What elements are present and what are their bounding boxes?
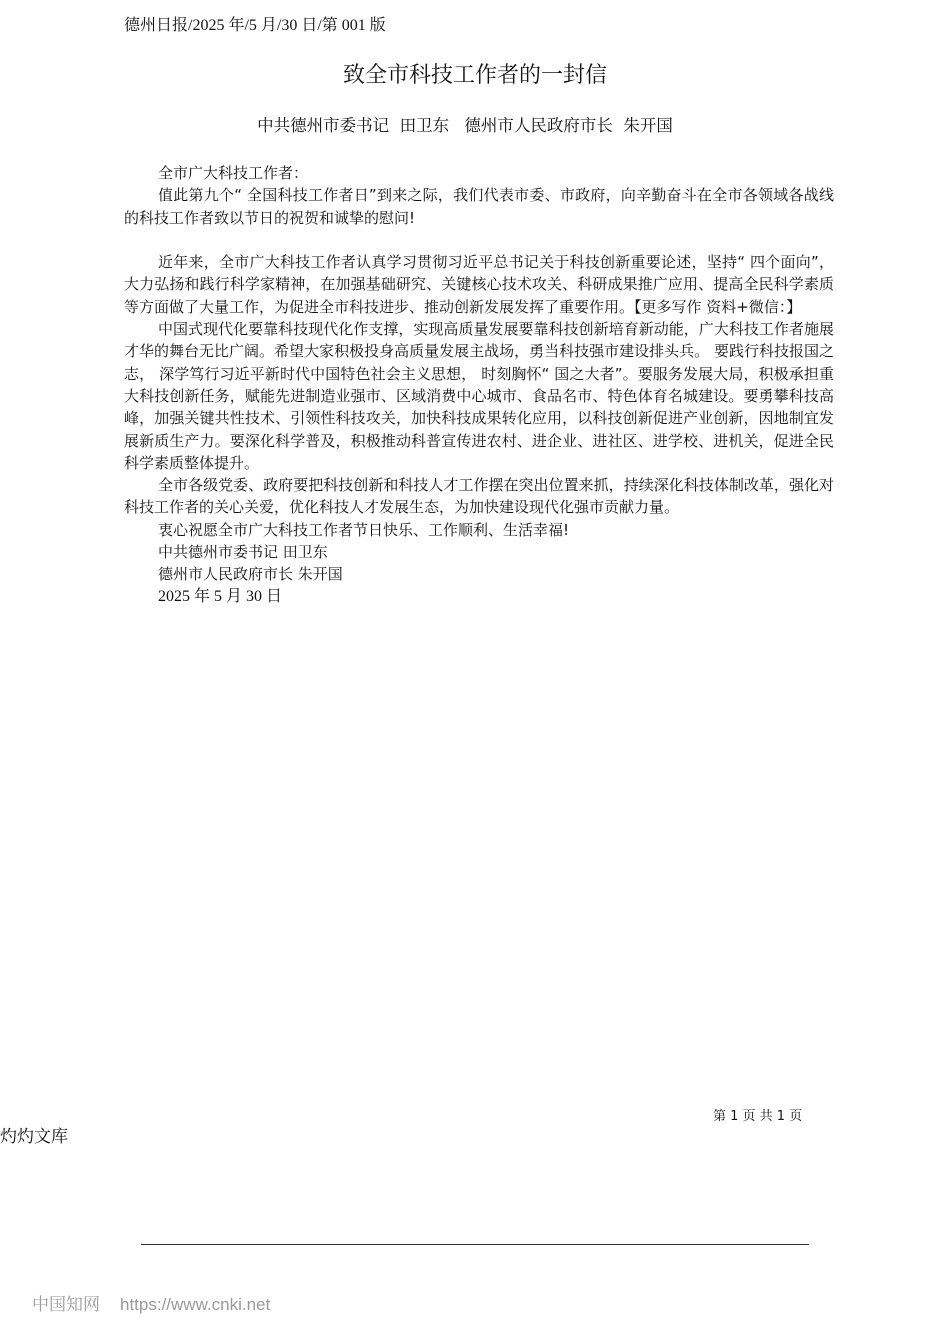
letter-date: 2025 年 5 月 30 日 bbox=[158, 587, 283, 605]
signature-party-secretary: 中共德州市委书记 田卫东 bbox=[158, 543, 328, 562]
paragraph: 值此第九个“ 全国科技工作者日”到来之际，我们代表市委、市政府，向辛勤奋斗在全市各领域各战线的科技工作者致以节日的祝贺和诚挚的慰问! bbox=[124, 186, 834, 227]
article-body bbox=[124, 162, 834, 608]
paragraph: 近年来，全市广大科技工作者认真学习贯彻习近平总书记关于科技创新重要论述，坚持“ 四个面向”，大力弘扬和践行科学家精神，在加强基础研究、关键核心技术攻关、科研成果推广应用、提高全民科学素质等方面做了大量工作，为促进全市科技进步、推动创新发展发挥了重要作用。【更多写作 资料+微信：】 bbox=[124, 253, 834, 316]
cnki-brand: 中国知网 bbox=[32, 1295, 100, 1315]
cnki-url-link[interactable]: https://www.cnki.net bbox=[120, 1295, 271, 1314]
publication-info: 德州日报/2025 年/5 月/30 日/第 001 版 bbox=[124, 17, 386, 34]
byline-party-secretary: 中共德州市委书记 田卫东 bbox=[257, 116, 450, 135]
salutation: 全市广大科技工作者： bbox=[158, 164, 309, 182]
byline bbox=[0, 113, 930, 139]
signature-mayor: 德州市人民政府市长 朱开国 bbox=[158, 565, 343, 584]
paragraph: 中国式现代化要靠科技现代化作支撑，实现高质量发展要靠科技创新培育新动能，广大科技工作者施展才华的舞台无比广阔。希望大家积极投身高质量发展主战场，勇当科技强市建设排头兵。 要践行科技报国之志， 深学笃行习近平新时代中国特色社会主义思想， 时刻胸怀“ 国之大者”。要服务发展大局，积极承担重大科技创新任务，赋能先进制造业强市、区域消费中心城市、食品名市、特色体育名城建设。要勇攀科技高峰，加强关键共性技术、引领性科技攻关，加快科技成果转化应用，以科技创新促进产业创新，因地制宜发展新质生产力。要深化科学普及，积极推动科普宣传进农村、进企业、进社区、进学校、进机关，促进全民科学素质整体提升。 bbox=[124, 320, 834, 472]
paragraph: 全市各级党委、政府要把科技创新和科技人才工作摆在突出位置来抓，持续深化科技体制改革，强化对科技工作者的关心关爱，优化科技人才发展生态，为加快建设现代化强市贡献力量。 bbox=[124, 476, 834, 517]
cnki-footer bbox=[32, 1293, 270, 1317]
paragraph-gap bbox=[124, 229, 834, 251]
site-watermark: 灼灼文库 bbox=[0, 1127, 68, 1147]
closing-wish: 衷心祝愿全市广大科技工作者节日快乐、工作顺利、生活幸福! bbox=[158, 520, 570, 539]
page-number: 第 1 页 共 1 页 bbox=[713, 1109, 803, 1124]
article-title: 致全市科技工作者的一封信 bbox=[342, 63, 607, 88]
footer-divider bbox=[141, 1244, 809, 1245]
byline-mayor: 德州市人民政府市长 朱开国 bbox=[464, 116, 673, 135]
